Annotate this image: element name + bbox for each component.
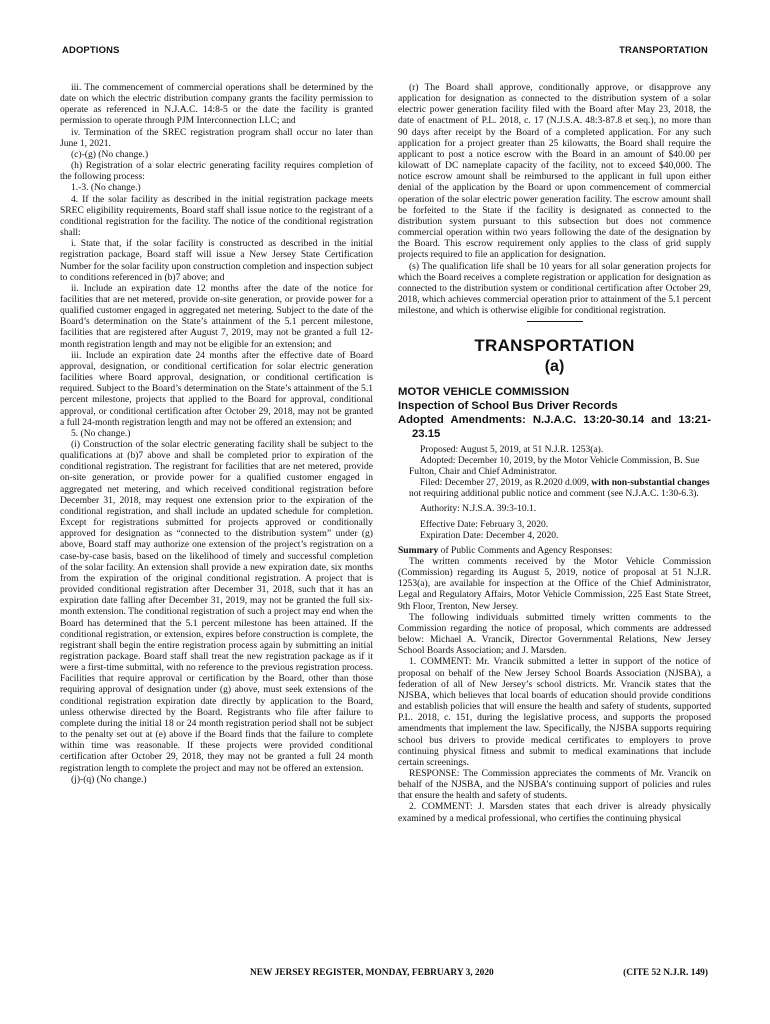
left-column <box>60 82 373 785</box>
section-letter: (a) <box>544 358 565 376</box>
paragraph: ii. Include an expiration date 12 months after the date of the notice for facilities that are net metered, provide on-site generation, or provide power for a qualified customer engaged in aggregated net metering. Subject to the date of the Board’s determination on the State’s attainment of the 5.1 percent milestone, facilities that are registered after August 7, 2019, may not be granted a full 12-month registration length and may not be eligible for an extension; and <box>60 282 373 350</box>
paragraph: (i) Construction of the solar electric generating facility shall be subject to the qualifications at (b)7 above and shall be completed prior to expiration of the conditional registration. The registrant for facilities that are net metered, provide on-site generation, or provide power for a qualified customer engaged in aggregated net metering, and which received conditional registration before December 31, 2018, may request one extension prior to the expiration of the conditional registration, and shall include an updated schedule for completion. Except for registrations submitted for projects approved or conditionally approved for designation as “connected to the distribution system” under (g) above, Board staff may authorize one extension of the project’s registration on a case-by-case basis, based on the likelihood of timely and successful completion of the solar facility. An extension shall provide a new expiration date, six months from the expiration of the original conditional registration. A project that is provided conditional registration after December 31, 2018, such that it has an expiration date falling after December 31, 2019, may not be granted the full six-month extension. The conditional registration of such a project may end when the Board has determined that the 5.1 percent milestone has been attained. If the conditional registration, or extension, expires before construction is complete, the registrant shall begin the entire registration process again by submitting an initial registration package. Board staff shall treat the new registration package as if it were a first-time submittal, with no reference to the previous registration process. Facilities that require approval or certification by the Board, other than those requiring approval of designation under (g) above, must seek extensions of the conditional registration expiration date directly by application to the Board, unless otherwise directed by the Board. Registrants who file after failure to complete during the initial 18 or 24 month registration period shall not be subject to the penalty set out at (e) above if the Board finds that the failure to complete within time was reasonable. If these projects were provided conditional certification after October 29, 2018, they may not be granted a full 24 month registration length to complete the project and may not be offered an extension. <box>60 439 373 774</box>
section-title: TRANSPORTATION <box>474 336 635 356</box>
section-divider <box>527 321 583 322</box>
paragraph: (r) The Board shall approve, conditionally approve, or disapprove any application for designation as connected to the distribution system of a solar electric power generation facility filed with the Board after May 23, 2018, the date of enactment of P.L. 2018, c. 17 (N.J.S.A. 48:3-87.8 et seq.), no more than 90 days after receipt by the Board of a completed application. For any such application for a project greater than 25 kilowatts, the Board shall require the applicant to post a notice escrow with the Board in an amount of $40.00 per kilowatt of DC nameplate capacity of the facility, not to exceed $40,000. The notice escrow amount shall be reimbursed to the applicant in full upon either denial of the application by the Board or upon commencement of commercial operation of the solar electric power generation facility. The escrow amount shall be forfeited to the State if the facility is designated as connected to the distribution system pursuant to this subsection but does not commence commercial operation within two years following the date of the designation by the Board. This escrow requirement only applies to the class of grid supply projects required to file an application for designation. <box>398 82 711 261</box>
paragraph: (s) The qualification life shall be 10 years for all solar generation projects for which the Board receives a complete registration or application for designation as connected to the distribution system or conditional certification after October 29, 2018, which achieves commercial operation prior to attainment of the 5.1 percent milestone, and which is otherwise eligible for conditional registration. <box>398 260 711 317</box>
footer-publication: NEW JERSEY REGISTER, MONDAY, FEBRUARY 3, 2020 <box>250 968 494 978</box>
adopted-amendments-heading: Adopted Amendments: N.J.A.C. 13:20-30.14 and 13:21-23.15 <box>398 413 711 440</box>
running-header-right: TRANSPORTATION <box>619 44 708 55</box>
footer-citation: (CITE 52 N.J.R. 149) <box>623 968 708 978</box>
paragraph: 4. If the solar facility as described in the initial registration package meets SREC eligibility requirements, Board staff shall issue notice to the registrant of a conditional registration for the facility. The notice of the conditional registration shall: <box>60 193 373 239</box>
summary-label: Summary <box>398 544 439 556</box>
authority-line: Authority: N.J.S.A. 39:3-10.1. <box>420 503 537 515</box>
filed-bold-text: with non-substantial changes <box>591 477 710 489</box>
expiration-date: Expiration Date: December 4, 2020. <box>420 529 559 541</box>
paragraph: 1.-3. (No change.) <box>71 182 141 194</box>
adopted-line: Adopted: December 10, 2019, by the Motor Vehicle Commission, B. Sue Fulton, Chair and Chief Administrator. <box>409 454 700 477</box>
agency-name: MOTOR VEHICLE COMMISSION <box>398 385 570 398</box>
paragraph: iii. Include an expiration date 24 months after the effective date of Board approval, designation, or conditional certification for solar electric generation facilities where Board approval, designation, or conditional certification is required. Subject to the Board’s determination on the State’s attainment of the 5.1 percent milestone, projects that applied to the Board for approval, conditional approval, or conditional certification after October 29, 2018, may not be granted a full 24-month registration length and may not be offered an extension; and <box>60 349 373 428</box>
paragraph: (h) Registration of a solar electric generating facility requires completion of the following process: <box>60 160 373 183</box>
effective-date: Effective Date: February 3, 2020. <box>420 518 549 530</box>
summary-heading <box>398 545 711 556</box>
rule-subject: Inspection of School Bus Driver Records <box>398 399 618 412</box>
paragraph: 5. (No change.) <box>71 427 131 439</box>
filed-text-rest: not requiring additional public notice and comment (see N.J.A.C. 1:30-6.3). <box>409 488 699 500</box>
running-header-left: ADOPTIONS <box>62 44 120 55</box>
paragraph: (c)-(g) (No change.) <box>71 148 149 160</box>
paragraph: 2. COMMENT: J. Marsden states that each driver is already physically examined by a medical professional, who certifies the continuing physical <box>398 801 711 824</box>
paragraph: i. State that, if the solar facility is constructed as described in the initial registration package, Board staff will issue a New Jersey State Certification Number for the solar facility upon construction completion and inspection subject to conditions referenced in (b)7 above; and <box>60 238 373 283</box>
paragraph: iv. Termination of the SREC registration program shall occur no later than June 1, 2021. <box>60 126 373 149</box>
paragraph: The following individuals submitted timely written comments to the Commission regarding the notice of proposal, which comments are addressed below: Michael A. Vrancik, Director Governmental Relations, New Jersey School Boards Association; and J. Marsden. <box>398 611 711 657</box>
right-column <box>398 82 711 824</box>
proposed-line: Proposed: August 5, 2019, at 51 N.J.R. 1253(a). <box>420 443 604 455</box>
filed-line <box>398 477 711 499</box>
paragraph: RESPONSE: The Commission appreciates the comments of Mr. Vrancik on behalf of the NJSBA, and the NJSBA’s continuing support of policies and rules that ensure the health and safety of students. <box>398 767 711 802</box>
paragraph: The written comments received by the Motor Vehicle Commission (Commission) regarding its August 5, 2019, notice of proposal at 51 N.J.R. 1253(a), are available for inspection at the Office of the Chief Administrator, Legal and Regulatory Affairs, Motor Vehicle Commission, 225 East State Street, 9th Floor, Trenton, New Jersey. <box>398 556 711 612</box>
paragraph: (j)-(q) (No change.) <box>71 773 147 785</box>
paragraph: iii. The commencement of commercial operations shall be determined by the date on which the electric distribution company grants the facility permission to operate as referenced in N.J.A.C. 14:8-5 or the date the facility is granted permission to operate through PJM Interconnection LLC; and <box>60 82 373 127</box>
summary-heading-rest: of Public Comments and Agency Responses: <box>438 544 613 556</box>
filed-text: Filed: December 27, 2019, as R.2020 d.009, <box>420 477 592 489</box>
paragraph: 1. COMMENT: Mr. Vrancik submitted a letter in support of the notice of proposal on behalf of the New Jersey School Boards Association (NJSBA), a federation of all of New Jersey’s school districts. Mr. Vrancik states that the NJSBA, which believes that local boards of education should provide conditions and establish policies that will ensure the health and safety of students, supported P.L. 2018, c. 151, during the legislative process, and supports the proposed amendments that implement the law. Specifically, the NJSBA supports requiring school bus drivers to provide medical certificates to employers to prove continuing physical fitness and submit to medical examinations that include certain screenings. <box>398 656 711 768</box>
